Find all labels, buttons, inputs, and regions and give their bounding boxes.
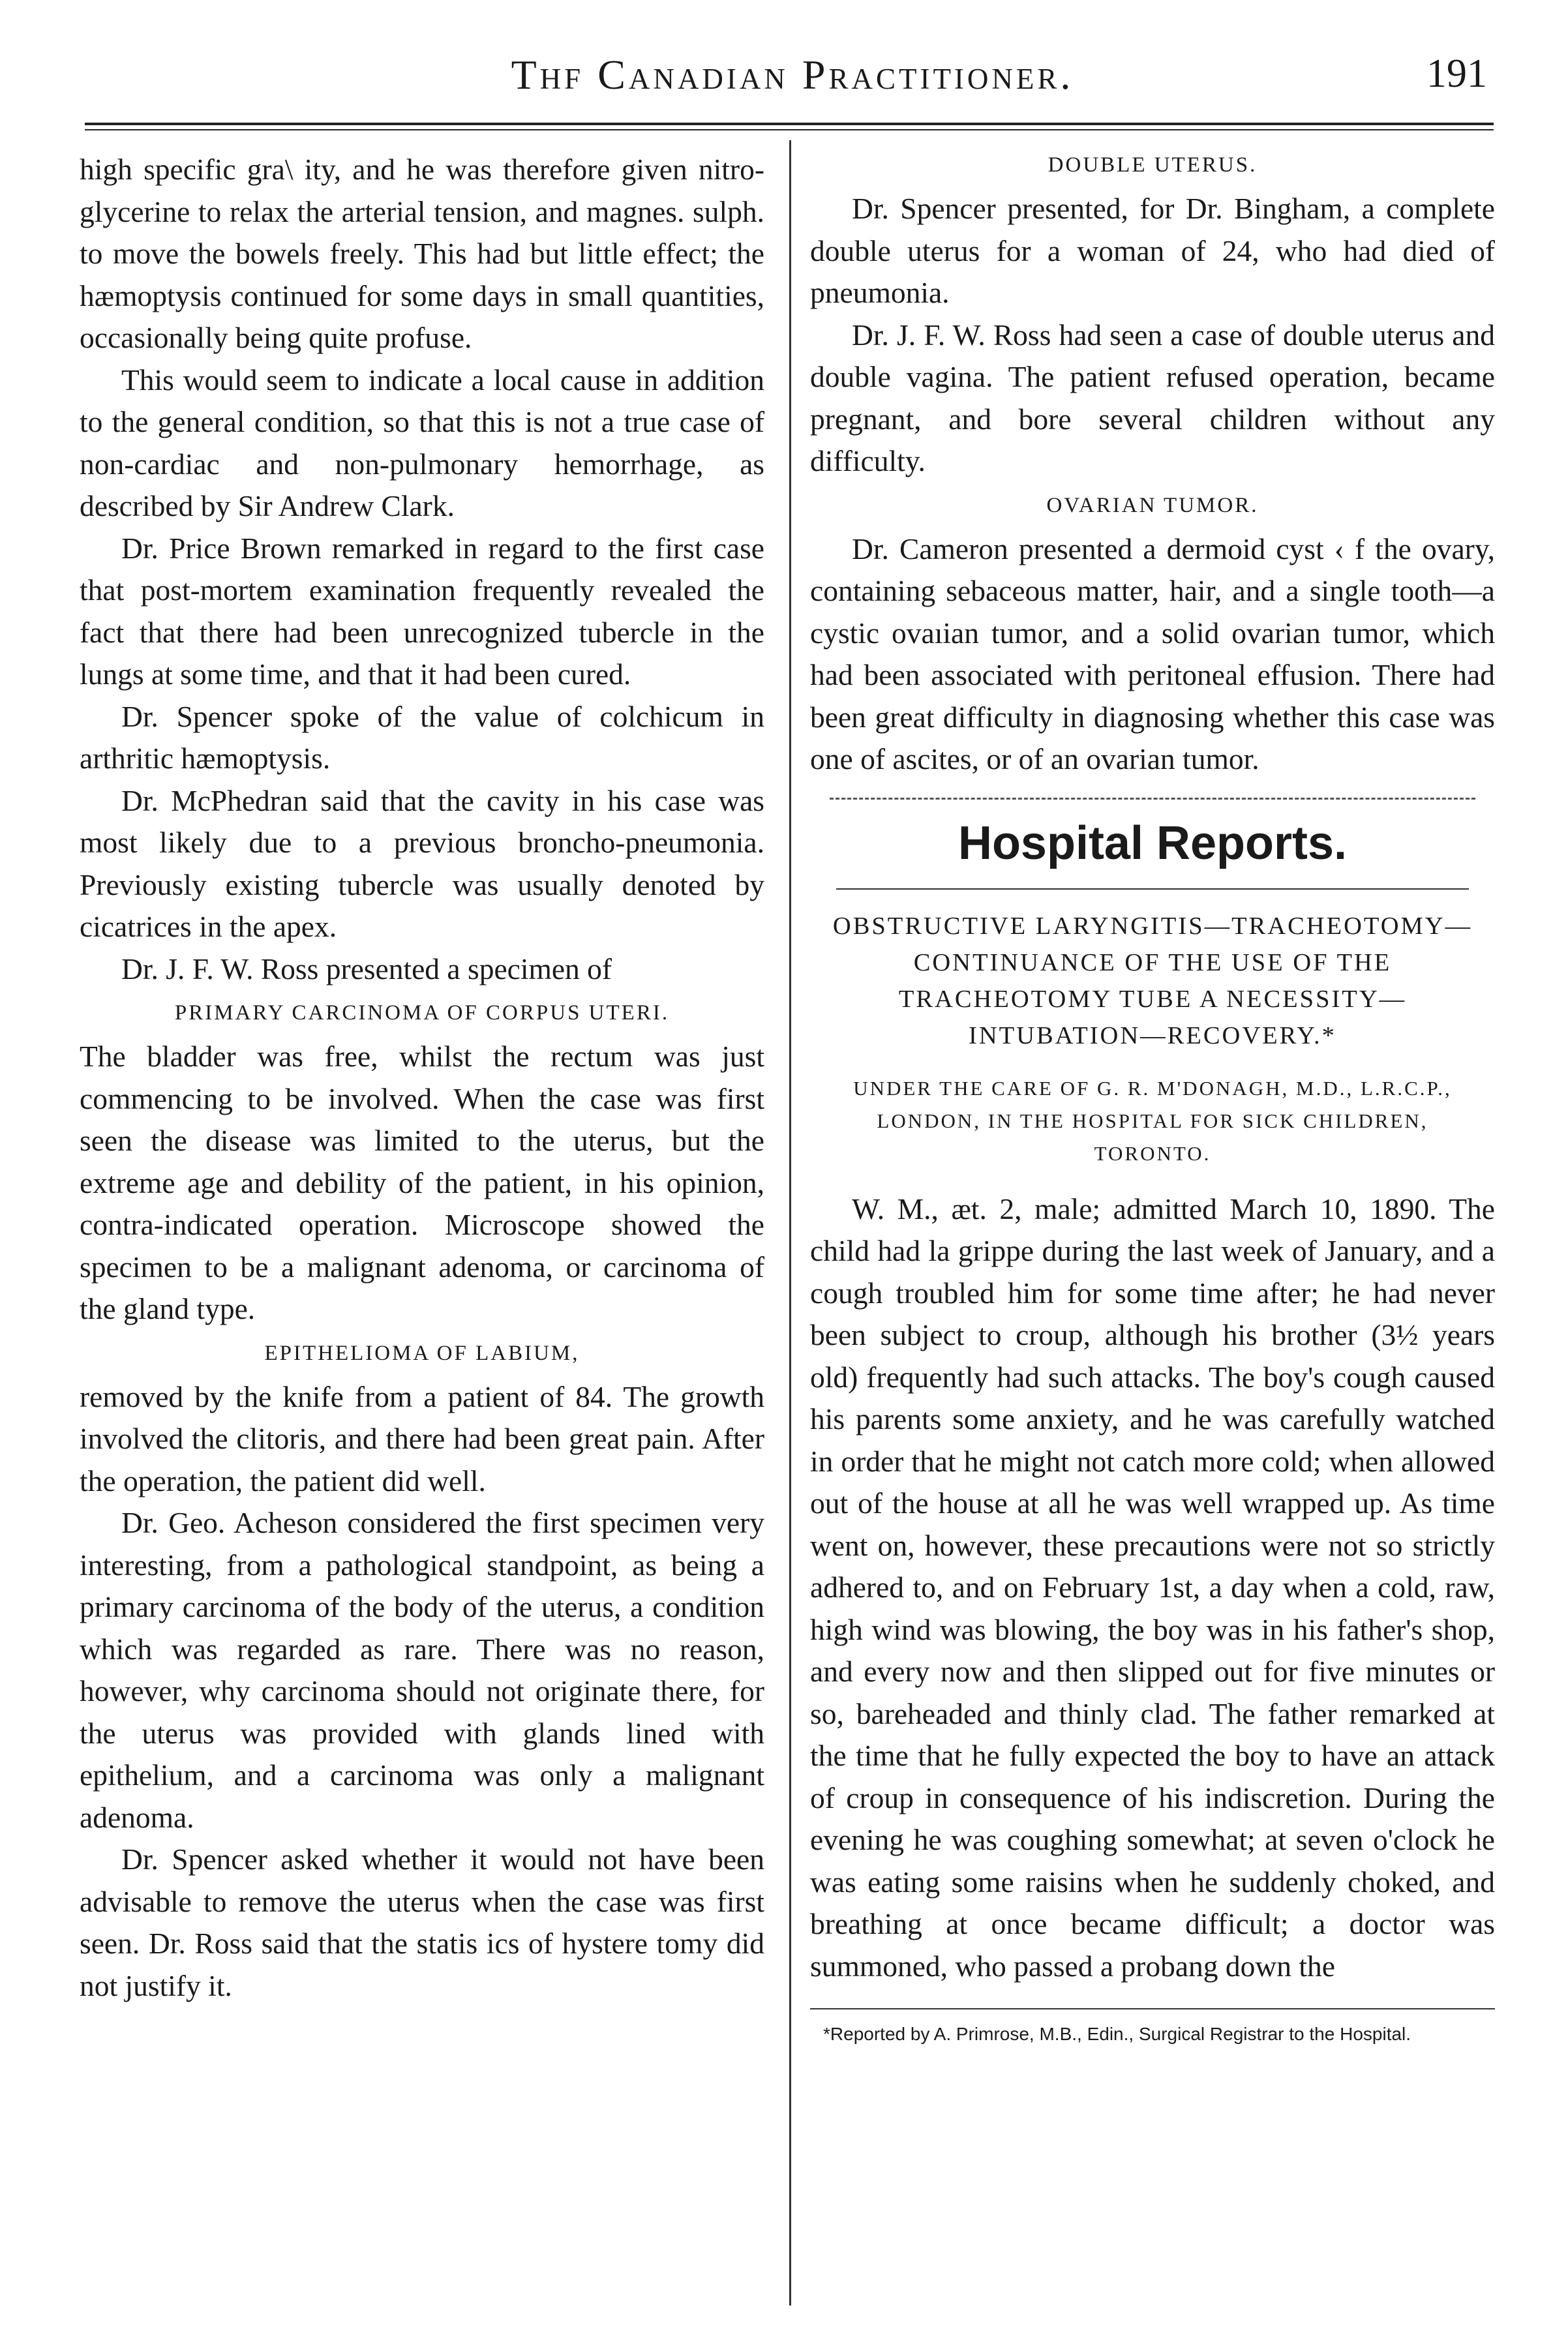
paragraph: This would seem to indicate a local cause in addition to the general condition, so that this is not a true case of non-cardiac and non-pulmonary hemorrhage, as described by Sir Andrew Clark.: [80, 363, 764, 522]
header-rule: [85, 123, 1494, 130]
paragraph: Dr. McPhedran said that the cavity in his case was most likely due to a previous broncho-pneumonia. Previously existing tubercle was usually denoted by cicatrices in the apex.: [80, 783, 764, 943]
paragraph: Dr. Spencer presented, for Dr. Bingham, a complete double uterus for a woman of 24, who had died of pneumonia.: [810, 192, 1495, 309]
paragraph: Dr. J. F. W. Ross presented a specimen of: [121, 952, 612, 985]
section-title: Hospital Reports.: [957, 817, 1348, 869]
running-head: [98, 46, 1487, 117]
subheading-primary-carcinoma: PRIMARY CARCINOMA OF CORPUS UTERI.: [174, 1001, 670, 1025]
running-title: Thf Canadian Practitioner.: [511, 52, 1074, 98]
subheading-ovarian-tumor: OVARIAN TUMOR.: [1046, 493, 1259, 517]
paragraph: Dr. Geo. Acheson considered the first specimen very interesting, from a pathological standpoint, as being a primary carcinoma of the body of the uterus, a condition which was regarded as rare. There was no reason, however, why carcinoma should not originate there, for the uterus was provided with glands lined with epithelium, and a carcinoma was only a malignant adenoma.: [80, 1506, 764, 1834]
subheading-epithelioma: EPITHELIOMA OF LABIUM,: [264, 1341, 580, 1365]
paragraph: Dr. Spencer asked whether it would not have been advisable to remove the uterus when the case was first seen. Dr. Ross said that the statis ics of hystere tomy did not justify it.: [80, 1842, 764, 2002]
paragraph: Dr. J. F. W. Ross had seen a case of double uterus and double vagina. The patient refused operation, became pregnant, and bore several children without any difficulty.: [810, 318, 1495, 477]
column-divider: [789, 140, 791, 2306]
article-byline: UNDER THE CARE OF G. R. M'DONAGH, M.D., L.R.C.P., LONDON, IN THE HOSPITAL FOR SICK CHILDREN, TORONTO.: [853, 1076, 1452, 1165]
paragraph: W. M., æt. 2, male; admitted March 10, 1890. The child had la grippe during the last week of January, and a cough troubled him for some time after; he had never been subject to croup, although his brother (3½ years old) frequently had such attacks. The boy's cough caused his parents some anxiety, and he was carefully watched in order that he might not catch more cold; when allowed out of the house at all he was well wrapped up. As time went on, however, these precautions were not so strictly adhered to, and on February 1st, a day when a cold, raw, high wind was blowing, the boy was in his father's shop, and every now and then slipped out for five minutes or so, bareheaded and thinly clad. The father remarked at the time that he fully expected the boy to have an attack of croup in consequence of his indiscretion. During the evening he was coughing somewhat; at seven o'clock he was eating some raisins when he suddenly choked, and breathing at once became difficult; a doctor was summoned, who passed a probang down the: [810, 1192, 1495, 1983]
paragraph: Dr. Spencer spoke of the value of colchicum in arthritic hæmoptysis.: [80, 699, 764, 775]
paragraph: Dr. Cameron presented a dermoid cyst ‹ f the ovary, containing sebaceous matter, hair, and a single tooth—a cystic ovaıian tumor, and a solid ovarian tumor, which had been associated with peritoneal effusion. There had been great difficulty in diagnosing whether this case was one of ascites, or of an ovarian tumor.: [810, 532, 1495, 775]
paragraph: Dr. Price Brown remarked in regard to the first case that post-mortem examination frequently revealed the fact that there had been unrecognized tubercle in the lungs at some time, and that it had been cured.: [80, 531, 764, 691]
paragraph: removed by the knife from a patient of 84. The growth involved the clitoris, and there had been great pain. After the operation, the patient did well.: [80, 1379, 764, 1497]
paragraph: high specific gra\ ity, and he was therefore given nitro-glycerine to relax the arterial tension, and magnes. sulph. to move the bowels freely. This had but little effect; the hæmoptysis continued for some days in small quantities, occasionally being quite profuse.: [80, 153, 764, 354]
paragraph: The bladder was free, whilst the rectum was just commencing to be involved. When the case was first seen the disease was limited to the uterus, but the extreme age and debility of the patient, in his opinion, contra-indicated operation. Microscope showed the specimen to be a malignant adenoma, or carcinoma of the gland type.: [80, 1040, 764, 1325]
section-rule: [836, 888, 1469, 890]
right-column: [810, 149, 1495, 2327]
page-number: 191: [1426, 52, 1487, 96]
article-title: OBSTRUCTIVE LARYNGITIS—TRACHEOTOMY—CONTINUANCE OF THE USE OF THE TRACHEOTOMY TUBE A NECESSITY—INTUBATION—RECOVERY.*: [832, 912, 1473, 1049]
left-column: [80, 149, 764, 2327]
footnote: *Reported by A. Primrose, M.B., Edin., Surgical Registrar to the Hospital.: [823, 2024, 1411, 2044]
footnote-rule: [810, 2008, 1495, 2009]
subheading-double-uterus: DOUBLE UTERUS.: [1048, 153, 1258, 177]
section-divider: [830, 798, 1475, 800]
